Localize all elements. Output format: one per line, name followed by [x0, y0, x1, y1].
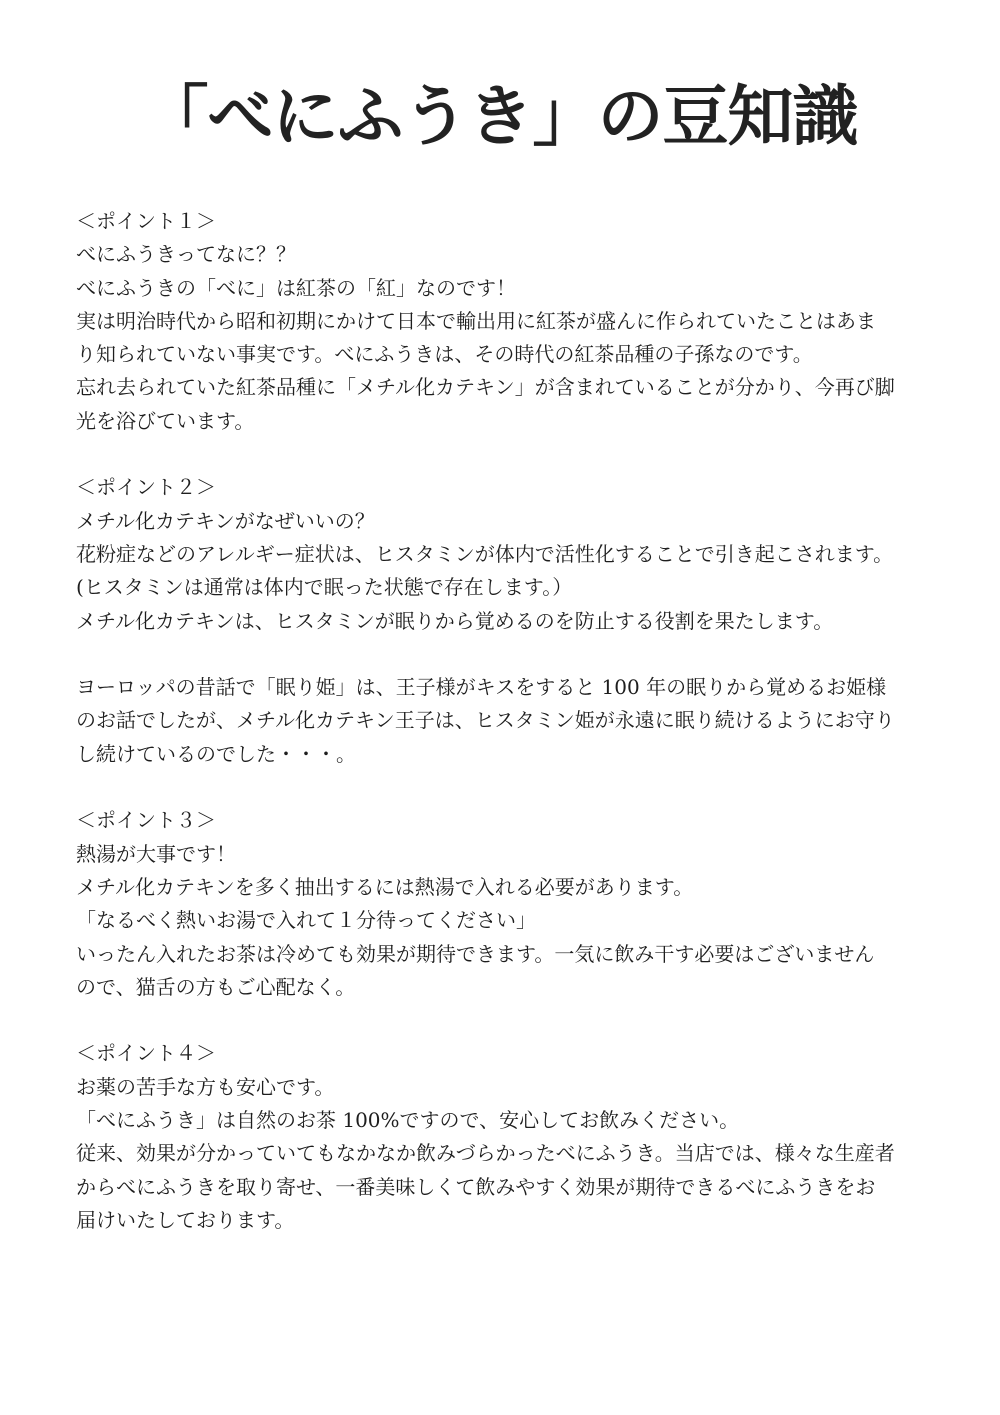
- paragraph-line: (ヒスタミンは通常は体内で眠った状態で存在します。）: [76, 575, 573, 600]
- paragraph-line: 届けいたしております。: [76, 1207, 295, 1232]
- section-heading: ＜ポイント３＞: [76, 808, 216, 833]
- section-subheading: べにふうきってなに？？: [76, 242, 296, 267]
- section-sleeping-beauty: [76, 671, 936, 771]
- paragraph-line: り知られていない事実です。べにふうきは、その時代の紅茶品種の子孫なのです。: [76, 342, 813, 367]
- section-point-3: [76, 804, 936, 1004]
- section-heading: ＜ポイント１＞: [76, 209, 216, 233]
- section-heading: ＜ポイント２＞: [76, 475, 216, 500]
- paragraph-line: 従来、効果が分かっていてもなかなか飲みづらかったべにふうき。当店では、様々な生産者: [76, 1141, 895, 1166]
- section-point-1: [76, 205, 936, 438]
- paragraph-line: 「べにふうき」は自然のお茶 100%ですので、安心してお飲みください。: [76, 1108, 740, 1133]
- section-subheading: 熱湯が大事です！: [76, 841, 236, 866]
- section-point-4: [76, 1037, 936, 1237]
- paragraph-line: からべにふうきを取り寄せ、一番美味しくて飲みやすく効果が期待できるべにふうきをお: [76, 1174, 876, 1199]
- paragraph-line: 忘れ去られていた紅茶品種に「メチル化カテキン」が含まれていることが分かり、今再び脚: [76, 375, 895, 400]
- section-heading: ＜ポイント４＞: [76, 1041, 216, 1066]
- paragraph-line: 「なるべく熱いお湯で入れて１分待ってください」: [76, 908, 536, 933]
- paragraph-line: ヨーロッパの昔話で「眠り姫」は、王子様がキスをすると 100 年の眠りから覚めるお姫様: [76, 675, 887, 700]
- paragraph-line: 光を浴びています。: [76, 408, 255, 433]
- paragraph-line: メチル化カテキンは、ヒスタミンが眠りから覚めるのを防止する役割を果たします。: [76, 608, 834, 633]
- section-point-2: [76, 471, 936, 637]
- paragraph-line: のお話でしたが、メチル化カテキン王子は、ヒスタミン姫が永遠に眠り続けるようにお守り: [76, 708, 895, 733]
- section-subheading: お薬の苦手な方も安心です。: [76, 1074, 335, 1099]
- document-body: [76, 205, 936, 1271]
- paragraph-line: メチル化カテキンを多く抽出するには熱湯で入れる必要があります。: [76, 874, 694, 899]
- section-subheading: メチル化カテキンがなぜいいの？: [76, 508, 375, 533]
- paragraph-line: し続けているのでした・・・。: [76, 741, 356, 766]
- paragraph-line: べにふうきの「べに」は紅茶の「紅」なのです！: [76, 275, 516, 300]
- paragraph-line: ので、猫舌の方もご心配なく。: [76, 974, 356, 999]
- paragraph-line: いったん入れたお茶は冷めても効果が期待できます。一気に飲み干す必要はございません: [76, 941, 875, 966]
- page-title: 「べにふうき」の豆知識: [142, 78, 858, 155]
- paragraph-line: 実は明治時代から昭和初期にかけて日本で輸出用に紅茶が盛んに作られていたことはあま: [76, 308, 876, 333]
- paragraph-line: 花粉症などのアレルギー症状は、ヒスタミンが体内で活性化することで引き起こされます。: [76, 541, 894, 566]
